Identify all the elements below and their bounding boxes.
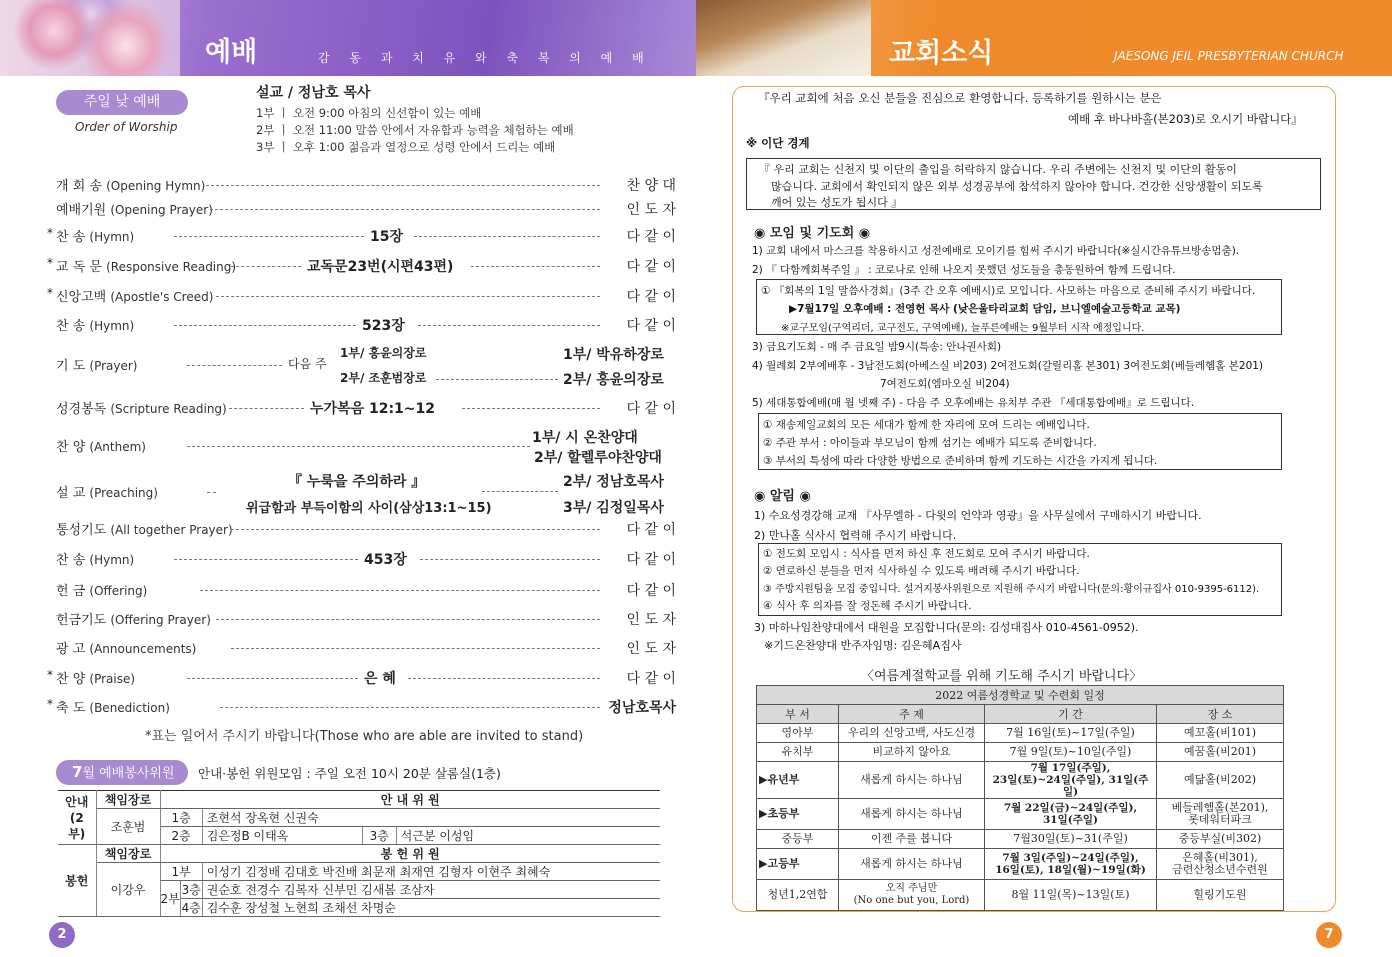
revival-line-2: ▶7월17일 오후예배 : 전영헌 목사 (낮은울타리교회 담임, 브니엘예술고등학교 교목): [789, 303, 1181, 315]
order-item-leader: 다 같 이: [626, 289, 676, 305]
order-item-label: [56, 175, 205, 194]
anthem-right-1: 1부/ 시 온찬양대: [532, 430, 638, 446]
item-en: (Hymn): [89, 319, 135, 333]
leader-dots: [462, 408, 600, 409]
leader-dots: [187, 678, 358, 679]
revival-line-1: ① 『회복의 1일 말씀사경회』(3주 간 오후 예배시)로 모입니다. 사모하는 마음으로 준비해 주시기 바랍니다.: [761, 285, 1256, 297]
schedule-cell: 7월 9일(토)~10일(주일): [985, 743, 1157, 762]
schedule-row: [757, 880, 1284, 911]
schedule-cell: 이젠 주를 봅니다: [839, 830, 985, 849]
leader-dots: [206, 185, 600, 186]
stand-note: *표는 일어서 주시기 바랍니다(Those who are able are invited to stand): [145, 729, 584, 744]
news-header: [696, 0, 1392, 76]
order-item-leader: 다 같 이: [626, 229, 676, 245]
floor-2-names: 김은정B 이태옥: [202, 827, 362, 845]
leader-dots: [200, 590, 600, 591]
news-title: 교회소식: [889, 38, 994, 69]
item-en: (Prayer): [89, 359, 138, 373]
item-ko: 헌금기도: [56, 613, 107, 628]
leader-dots: [174, 325, 356, 326]
meal-line-3: ③ 주방지원팀을 모집 중입니다. 설거지봉사위원으로 지원해 주시기 바랍니다(문의:황이규집사 010-9395-6112).: [763, 584, 1260, 595]
order-item-label: [56, 519, 233, 538]
item-ko: 찬 양: [56, 440, 86, 455]
order-item-label: [56, 697, 170, 716]
generation-box: [758, 413, 1282, 470]
meeting-5: 5) 세대통합예배(매 월 넷째 주) - 다음 주 오후예배는 유치부 주관 『세대통합예배』로 드립니다.: [752, 397, 1195, 409]
order-item-leader: 찬 양 대: [626, 178, 676, 194]
offer-label: 봉헌: [58, 845, 96, 917]
sermon-preacher: 설교 / 정남호 목사: [256, 85, 371, 101]
order-item: [47, 226, 676, 248]
order-item: [56, 175, 676, 197]
item-ko: 축 도: [56, 701, 86, 716]
order-item-label: [56, 199, 213, 218]
order-item-leader: 인 도 자: [626, 641, 676, 657]
schedule-header: 기 간: [985, 705, 1157, 724]
offer-chief: 이강우: [96, 863, 160, 917]
schedule-cell: 7월 17일(주일), 23일(토)~24일(주일), 31일(주일): [985, 762, 1157, 799]
anthem-right-2: 2부/ 할렐루야찬양대: [534, 450, 662, 466]
order-item-label: [56, 638, 196, 657]
anthem-details: [56, 427, 676, 472]
news-page: [696, 0, 1392, 957]
schedule-cell: 8월 11일(목)~13일(토): [985, 880, 1157, 911]
meeting-1: 1) 교회 내에서 마스크를 착용하시고 성전예배로 모이기를 힘써 주시기 바랍니다(※실시간유튜브방송멈춤).: [752, 245, 1240, 257]
floor-3: 3층: [362, 827, 396, 845]
order-item-content: 교독문23번(시편43편): [307, 259, 454, 275]
item-en: (Opening Prayer): [110, 203, 213, 217]
leader-dots: [231, 529, 600, 530]
leader-dots: [471, 266, 600, 267]
order-item: [56, 638, 676, 660]
generation-line-1: ① 재송제일교회의 모든 세대가 함께 한 자리에 모여 드리는 예배입니다.: [763, 419, 1090, 431]
order-item-label: [56, 549, 134, 568]
preach-dots-2: [482, 491, 558, 492]
committee-table: [58, 790, 660, 917]
prayer-right-1: 1부/ 박유하장로: [563, 347, 664, 363]
service-1-names: 이성기 김정배 김대호 박진배 최문재 최재연 김형자 이현주 최혜숙: [202, 863, 660, 881]
order-item-label: [56, 256, 236, 275]
leader-dots: [216, 619, 600, 620]
stand-star: *: [47, 697, 53, 711]
order-item: [56, 315, 676, 337]
schedule-cell: 예꼬홀(비101): [1157, 724, 1284, 743]
floor-1-names: 조현석 장옥현 신권숙: [202, 809, 660, 827]
schedule-row: [757, 799, 1284, 830]
news-3: 3) 마하나임찬양대에서 대원을 모집합니다(문의: 김성대집사 010-4561-0952).: [754, 621, 1139, 634]
item-en: (Praise): [89, 672, 136, 686]
item-ko: 찬 송: [56, 553, 86, 568]
floor-1: 1층: [160, 809, 202, 827]
item-ko: 찬 송: [56, 319, 86, 334]
item-ko: 교 독 문: [56, 260, 102, 275]
meal-box: [758, 543, 1282, 616]
order-item: [56, 519, 676, 541]
item-en: (Responsive Reading): [106, 260, 237, 274]
schedule-cell: 유치부: [757, 743, 839, 762]
generation-line-3: ③ 부서의 특성에 따라 다양한 방법으로 준비하며 함께 기도하는 시간을 가지게 됩니다.: [763, 455, 1158, 467]
schedule-header: 장 소: [1157, 705, 1284, 724]
schedule-cell: 7월30일(토)~31(주일): [985, 830, 1157, 849]
meal-line-2: ② 연로하신 분들을 먼저 식사하실 수 있도록 배려해 주시기 바랍니다.: [763, 565, 1080, 577]
news-2: 2) 만나홀 식사시 협력해 주시기 바랍니다.: [754, 529, 957, 542]
schedule-cell: 청년1,2연합: [757, 880, 839, 911]
item-ko: 개 회 송: [56, 179, 102, 194]
item-ko: 신앙고백: [56, 290, 107, 305]
page-number-right: 7: [1316, 922, 1342, 948]
order-item: [56, 199, 676, 221]
schedule-row: [757, 849, 1284, 880]
item-en: (Offering Prayer): [110, 613, 211, 627]
floor-4: 4층: [180, 899, 202, 917]
item-en: (All together Prayer): [110, 523, 233, 537]
schedule-cell: 예꿈홀(비201): [1157, 743, 1284, 762]
revival-line-3: ※교구모임(구역리더, 교구전도, 구역예배), 늘푸른예배는 9월부터 시작 예정입니다.: [781, 323, 1145, 334]
floor-2: 2층: [160, 827, 202, 845]
order-item-leader: 다 같 이: [626, 259, 676, 275]
july-label: 월 예배봉사위원: [82, 766, 175, 781]
schedule-cell: 힐링기도원: [1157, 880, 1284, 911]
schedule-cell: 비교하지 않아요: [839, 743, 985, 762]
prayer-left-1: 1부/ 홍윤의장로: [340, 346, 427, 360]
order-item-leader: 다 같 이: [626, 318, 676, 334]
schedule-cell: 중등부실(비302): [1157, 830, 1284, 849]
guide-label: 안내 (2부): [58, 791, 96, 845]
schedule-cell: ▶유년부: [757, 762, 839, 799]
revival-box: [756, 279, 1282, 335]
schedule-cell: 예닮홀(비202): [1157, 762, 1284, 799]
order-item: [56, 549, 676, 571]
preach-title-2: 위급함과 부득이함의 사이(삼상13:1~15): [246, 501, 492, 516]
leader-dots: [174, 559, 358, 560]
guide-chief: 조훈범: [96, 809, 160, 845]
schedule-cell: ▶초등부: [757, 799, 839, 830]
leader-dots: [210, 209, 600, 210]
leader-dots: [220, 707, 600, 708]
prayer-dots-2: [436, 379, 558, 380]
order-item-label: [56, 609, 211, 628]
flower-image: [0, 0, 180, 76]
order-item-label: [56, 668, 135, 687]
sunday-worship-pill: 주일 낮 예배: [56, 90, 188, 115]
schedule-cell: 7월 22일(금)~24일(주일), 31일(주일): [985, 799, 1157, 830]
worship-header: [0, 0, 696, 76]
schedule-cell: 7월 16일(토)~17일(주일): [985, 724, 1157, 743]
schedule-cell: 영아부: [757, 724, 839, 743]
leader-dots: [174, 236, 364, 237]
item-en: (Offering): [89, 584, 148, 598]
welcome-line-1: 『우리 교회에 처음 오신 분들을 진심으로 환영합니다. 등록하기를 원하시는 분은: [758, 91, 1162, 105]
item-ko: 예배기원: [56, 203, 107, 218]
camp-title: 〈여름계절학교를 위해 기도해 주시기 바랍니다〉: [861, 669, 1143, 684]
leader-dots: [229, 408, 304, 409]
heresy-line-2: 많습니다. 교회에서 확인되지 않은 외부 성경공부에 참석하지 않아야 합니다. 건강한 신앙생활이 되도록: [771, 180, 1263, 193]
item-ko: 성경봉독: [56, 402, 107, 417]
heresy-line-1: 『 우리 교회는 신천지 및 이단의 출입을 허락하지 않습니다. 우리 주변에는 신천지 및 이단의 활동이: [759, 163, 1237, 176]
july-num: 7: [72, 763, 83, 781]
offer-chief-hdr: 책임장로: [96, 845, 160, 863]
preach-right-2: 3부/ 김정일목사: [563, 500, 664, 516]
order-item: [56, 609, 676, 631]
wood-image: [696, 0, 871, 76]
stand-star: *: [47, 226, 53, 240]
welcome-line-2: 예배 후 바나바홀(본203)로 오시기 바랍니다』: [1068, 112, 1303, 126]
order-item-label: [56, 286, 213, 305]
guide-chief-hdr: 책임장로: [96, 791, 160, 809]
schedule-title: 2022 여름성경학교 및 수련회 일정: [757, 686, 1284, 705]
leader-dots: [408, 678, 600, 679]
page-number-left: 2: [49, 922, 75, 948]
order-item-leader: 인 도 자: [626, 612, 676, 628]
meal-line-1: ① 전도회 모임시 : 식사를 먼저 하신 후 전도회로 모여 주시기 바랍니다.: [763, 548, 1090, 560]
schedule-row: [757, 762, 1284, 799]
item-en: (Opening Hymn): [106, 179, 206, 193]
item-en: (Apostle's Creed): [110, 290, 214, 304]
floor-3-names: 석근분 이성임: [396, 827, 660, 845]
item-en: (Preaching): [89, 486, 158, 500]
worship-title: 예배: [205, 37, 258, 68]
order-item: [47, 286, 676, 308]
schedule-cell: 베들레헴홀(본201), 롯데워터파크: [1157, 799, 1284, 830]
guide-hdr: 안 내 위 원: [160, 791, 660, 809]
leader-dots: [216, 296, 600, 297]
july-committee-pill: [56, 760, 188, 785]
meeting-3: 3) 금요기도회 - 매 주 금요일 밤9시(특송: 안나권사회): [752, 341, 1002, 353]
order-item-leader: 다 같 이: [626, 401, 676, 417]
july-info: 안내·봉헌 위원모임 : 주일 오전 10시 20분 살롬실(1층): [198, 766, 501, 781]
order-of-worship: Order of Worship: [75, 120, 178, 134]
item-en: (Announcements): [89, 642, 197, 656]
schedule-header: 부 서: [757, 705, 839, 724]
meeting-2: 2) 『 다함께회복주일 』 : 코로나로 인해 나오지 못했던 성도들을 총동원하여 함께 드립니다.: [752, 264, 1176, 276]
schedule-row: [757, 724, 1284, 743]
leader-dots: [414, 236, 600, 237]
item-ko: 통성기도: [56, 523, 107, 538]
order-item: [47, 668, 676, 690]
service-1-label: 1부: [160, 863, 202, 881]
order-item-label: [56, 315, 134, 334]
order-item-leader: 다 같 이: [626, 671, 676, 687]
offer-hdr: 봉 헌 위 원: [160, 845, 660, 863]
item-en: (Anthem): [89, 440, 146, 454]
leader-dots: [231, 266, 301, 267]
item-en: (Scripture Reading): [110, 402, 227, 416]
order-item-content: 15장: [370, 229, 404, 245]
prayer-left-2: 2부/ 조훈범장로: [340, 371, 427, 385]
item-ko: 광 고: [56, 642, 86, 657]
floor-3b: 3층: [180, 881, 202, 899]
summer-schedule-table: [756, 685, 1284, 911]
schedule-cell: 새롭게 하시는 하나님: [839, 762, 985, 799]
stand-star: *: [47, 668, 53, 682]
schedule-cell: 중등부: [757, 830, 839, 849]
item-ko: 기 도: [56, 359, 86, 374]
prayer-right-2: 2부/ 홍윤의장로: [563, 372, 664, 388]
item-en: (Hymn): [89, 230, 135, 244]
prayer-next-label: 다음 주: [288, 357, 327, 371]
order-item-leader: 다 같 이: [626, 583, 676, 599]
worship-subtitle: 감 동 과 치 유 와 축 복 의 예 배: [318, 51, 652, 65]
meeting-4b: 7여전도회(엠마오실 비204): [880, 378, 1010, 390]
item-ko: 찬 송: [56, 230, 86, 245]
service-2-label: 2부: [160, 881, 180, 917]
order-item: [56, 580, 676, 602]
schedule-cell: 새롭게 하시는 하나님: [839, 849, 985, 880]
prayer-details: [56, 343, 676, 388]
schedule-cell: ▶고등부: [757, 849, 839, 880]
preach-details: [56, 471, 676, 516]
service-2: 2부 ㅣ 오전 11:00 말씀 안에서 자유함과 능력을 체험하는 예배: [256, 123, 574, 137]
floor-4-names: 김수훈 장성철 노현희 조채선 차명순: [202, 899, 660, 917]
order-item-content: 누가복음 12:1~12: [310, 401, 436, 417]
schedule-row: [757, 830, 1284, 849]
leader-dots: [420, 559, 600, 560]
stand-star: *: [47, 256, 53, 270]
leader-dots: [231, 648, 600, 649]
schedule-cell: 새롭게 하시는 하나님: [839, 799, 985, 830]
schedule-header: 주 제: [839, 705, 985, 724]
heresy-box: [746, 158, 1321, 210]
schedule-row: [757, 743, 1284, 762]
order-item-content: 453장: [364, 552, 407, 568]
news-section-title: ◉ 알림 ◉: [754, 489, 811, 504]
order-item-content: 은 혜: [364, 671, 396, 687]
order-item-leader: 정남호목사: [608, 700, 676, 716]
leader-dots: [418, 325, 600, 326]
news-1: 1) 수요성경강해 교재 『사무엘하 - 다윗의 언약과 영광』을 사무실에서 구매하시기 바랍니다.: [754, 509, 1202, 522]
order-item-content: 523장: [362, 318, 405, 334]
item-en: (Benediction): [89, 701, 170, 715]
item-en: (Hymn): [89, 553, 135, 567]
schedule-cell: 오직 주님만 (No one but you, Lord): [839, 880, 985, 911]
generation-line-2: ② 주관 부서 : 아이들과 부모님이 함께 섬기는 예배가 되도록 준비합니다.: [763, 437, 1097, 449]
order-item: [56, 398, 676, 420]
stand-star: *: [47, 286, 53, 300]
heresy-title: ※ 이단 경계: [746, 136, 810, 150]
meal-line-4: ④ 식사 후 의자를 잘 정돈해 주시기 바랍니다.: [763, 600, 972, 612]
order-item-label: [56, 398, 227, 417]
news-3b: ※기드온찬양대 반주자임명: 김은혜A집사: [764, 639, 962, 652]
service-3: 3부 ㅣ 오후 1:00 젊음과 열정으로 성령 안에서 드리는 예배: [256, 140, 556, 154]
service-1: 1부 ㅣ 오전 9:00 아침의 신선함이 있는 예배: [256, 106, 482, 120]
order-item-leader: 다 같 이: [626, 522, 676, 538]
order-item-label: [56, 580, 147, 599]
item-ko: 헌 금: [56, 584, 86, 599]
order-item: [47, 256, 676, 278]
preach-title-1: 『 누룩을 주의하라 』: [288, 474, 426, 490]
order-item-leader: 다 같 이: [626, 552, 676, 568]
item-ko: 찬 양: [56, 672, 86, 687]
schedule-cell: 우리의 신앙고백, 사도신경: [839, 724, 985, 743]
meeting-4: 4) 월례회 2부예배후 - 3남전도회(아베스실 비203) 2여전도회(갈릴리홀 본301) 3여전도회(베들레헴홀 본201): [752, 360, 1264, 372]
schedule-cell: 7월 3일(주일)~24일(주일), 16일(토), 18일(월)~19일(화): [985, 849, 1157, 880]
order-item-label: [56, 226, 134, 245]
meeting-title: ◉ 모임 및 기도회 ◉: [754, 226, 871, 241]
order-item: [47, 697, 676, 719]
floor-3b-names: 권순호 전경수 김복자 신부민 김새봄 조삼자: [202, 881, 660, 899]
item-ko: 설 교: [56, 486, 86, 501]
heresy-line-3: 깨어 있는 성도가 됩시다 』: [771, 196, 903, 209]
church-name: JAESONG JEIL PRESBYTERIAN CHURCH: [1114, 49, 1344, 63]
schedule-cell: 은혜홀(비301), 금련산청소년수련원: [1157, 849, 1284, 880]
order-item-leader: 인 도 자: [626, 202, 676, 218]
preach-right-1: 2부/ 정남호목사: [563, 474, 664, 490]
